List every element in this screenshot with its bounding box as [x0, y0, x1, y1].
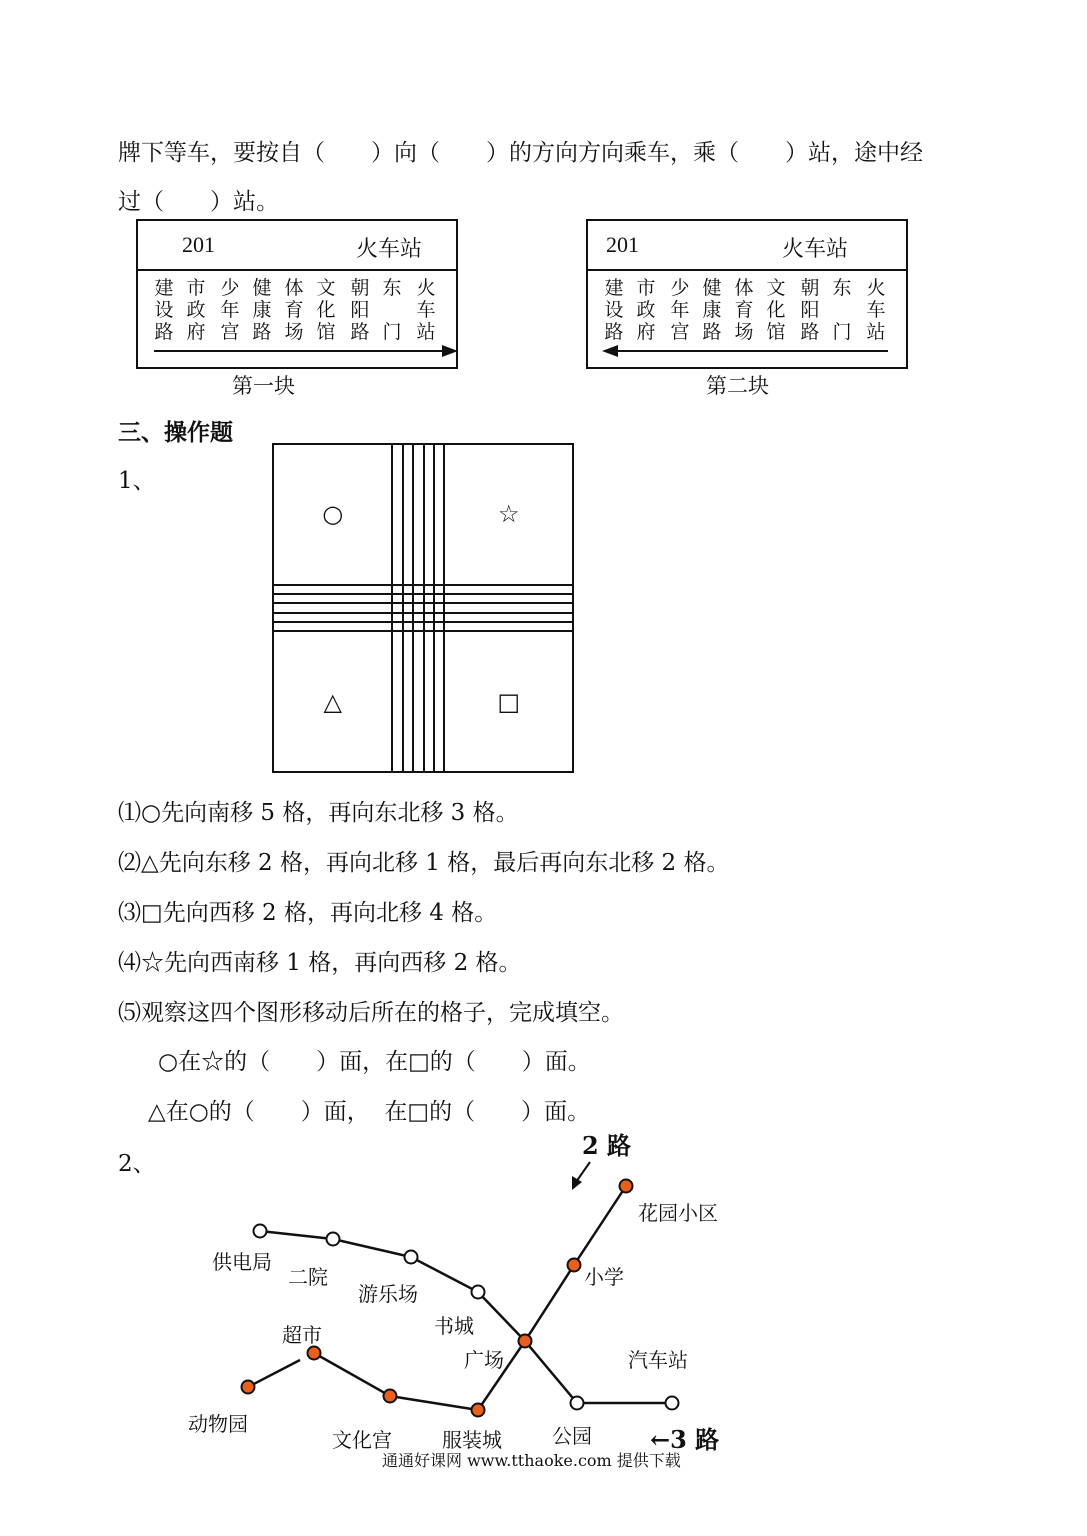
- stop-shucheng: [472, 1286, 485, 1299]
- instruction-1: ⑴○先向南移 5 格，再向东北移 3 格。: [118, 800, 519, 826]
- instruction-3: ⑶□先向西移 2 格，再向北移 4 格。: [118, 900, 498, 926]
- grid-cell-circle: ○: [273, 444, 392, 585]
- stop-name: 健 康 路: [702, 277, 722, 343]
- label-dongwuyuan: 动物园: [188, 1412, 248, 1436]
- route-2-arrow-icon: [572, 1162, 590, 1190]
- route-line-south: [314, 1341, 577, 1410]
- stop-qichezhan: [666, 1397, 679, 1410]
- destination: 火车站: [356, 237, 423, 262]
- label-gongyuan: 公园: [552, 1424, 592, 1448]
- stop-name: 文 化 馆: [766, 277, 786, 343]
- stop-name: 少 年 宫: [670, 277, 690, 343]
- stop-name: 建 设 路: [154, 277, 174, 343]
- question-number-2: 2、: [118, 1151, 156, 1177]
- stop-name: 朝 阳 路: [350, 277, 370, 343]
- intro-line-2: 过（ ）站。: [118, 189, 279, 215]
- route-3-label: ←3 路: [650, 1425, 720, 1454]
- stop-eryuan: [327, 1233, 340, 1246]
- label-gongdianju: 供电局: [212, 1250, 272, 1274]
- stop-name: 市 政 府: [636, 277, 656, 343]
- stop-wenhuagong: [384, 1390, 397, 1403]
- intro-line-1: 牌下等车，要按自（ ）向（ ）的方向方向乘车，乘（ ）站，途中经: [118, 140, 923, 166]
- question-number-1: 1、: [118, 468, 156, 494]
- label-shucheng: 书城: [434, 1314, 474, 1338]
- route-2-label: 2 路: [582, 1131, 632, 1160]
- section-title: 三、操作题: [118, 420, 233, 446]
- label-fuzhuangcheng: 服装城: [442, 1428, 502, 1452]
- stop-name: 少 年 宫: [220, 277, 240, 343]
- label-eryuan: 二院: [288, 1265, 328, 1289]
- footer-credit: 通通好课网 www.tthaoke.com 提供下载: [382, 1451, 681, 1470]
- label-qichezhan: 汽车站: [628, 1348, 688, 1372]
- stop-name: 体 育 场: [734, 277, 754, 343]
- instruction-5: ⑸观察这四个图形移动后所在的格子，完成填空。: [118, 1000, 624, 1026]
- instruction-4: ⑷☆先向西南移 1 格，再向西移 2 格。: [118, 950, 522, 976]
- stop-name: 火 车 站: [416, 277, 436, 343]
- stop-name: 东 门: [382, 277, 402, 343]
- route-number: 201: [606, 232, 639, 257]
- route-line-segment: [248, 1360, 300, 1387]
- stop-name: 火 车 站: [866, 277, 886, 343]
- stop-gongyuan: [571, 1397, 584, 1410]
- stop-name: 体 育 场: [284, 277, 304, 343]
- stop-dongwuyuan: [242, 1381, 255, 1394]
- stop-guangchang: [519, 1335, 532, 1348]
- stop-fuzhuangcheng: [472, 1404, 485, 1417]
- stop-huayuan: [620, 1180, 633, 1193]
- stop-gongdianju: [254, 1225, 267, 1238]
- stop-name: 市 政 府: [186, 277, 206, 343]
- label-xiaoxue: 小学: [584, 1265, 624, 1289]
- stop-name: 文 化 馆: [316, 277, 336, 343]
- stop-name: 健 康 路: [252, 277, 272, 343]
- stop-xiaoxue: [568, 1259, 581, 1272]
- stop-youlechang: [405, 1251, 418, 1264]
- grid-cell-square: □: [444, 631, 573, 772]
- stop-name: 东 门: [832, 277, 852, 343]
- sign-caption-2: 第二块: [706, 374, 769, 398]
- fill-blank-2: △在○的（ ）面， 在□的（ ）面。: [148, 1099, 591, 1125]
- label-huayuan: 花园小区: [638, 1201, 718, 1225]
- sign-caption-1: 第一块: [232, 374, 295, 398]
- destination: 火车站: [782, 237, 849, 262]
- label-wenhuagong: 文化宫: [332, 1428, 392, 1452]
- grid-cell-triangle: △: [273, 631, 392, 772]
- stop-name: 建 设 路: [604, 277, 624, 343]
- stop-chaoshi: [308, 1347, 321, 1360]
- label-chaoshi: 超市: [282, 1323, 322, 1347]
- stop-name: 朝 阳 路: [800, 277, 820, 343]
- label-guangchang: 广场: [464, 1348, 504, 1372]
- route-number: 201: [182, 232, 215, 257]
- fill-blank-1: ○在☆的（ ）面，在□的（ ）面。: [158, 1049, 591, 1075]
- grid-cell-star: ☆: [444, 444, 573, 585]
- label-youlechang: 游乐场: [358, 1282, 418, 1306]
- instruction-2: ⑵△先向东移 2 格，再向北移 1 格，最后再向东北移 2 格。: [118, 850, 730, 876]
